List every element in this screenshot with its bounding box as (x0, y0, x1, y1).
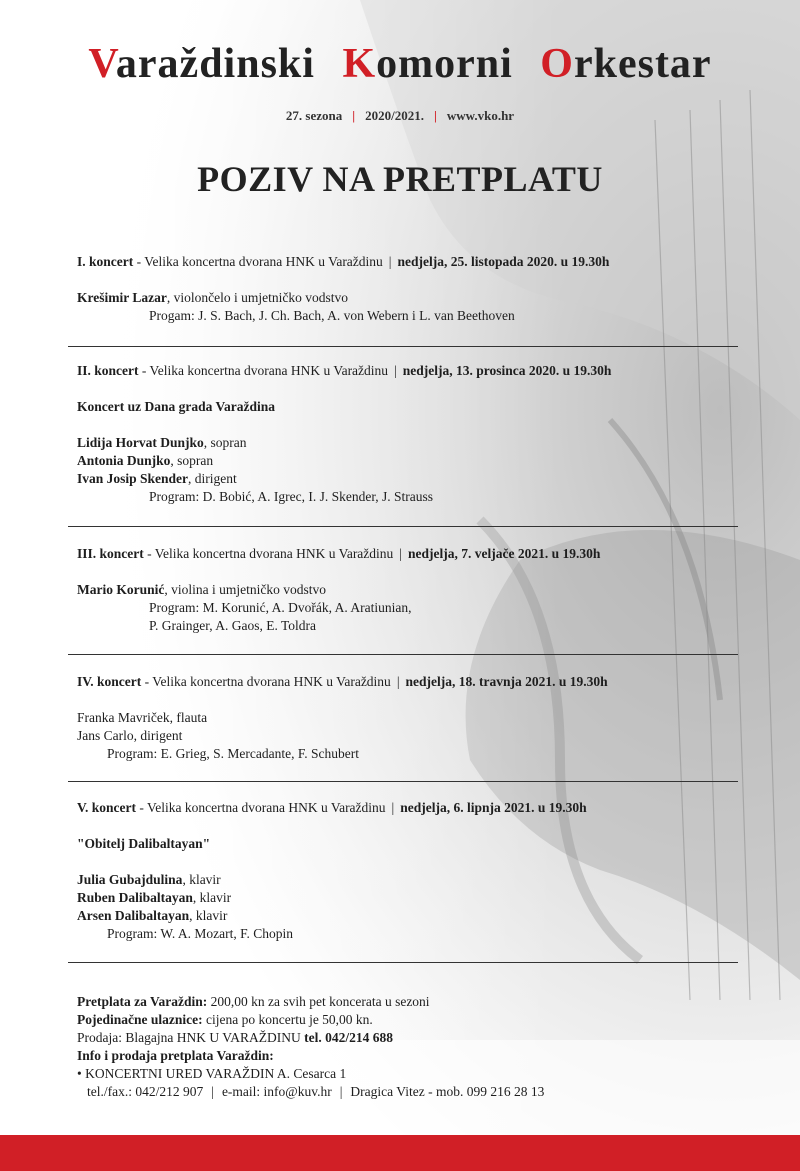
program: Program: D. Bobić, A. Igrec, I. J. Skender, J. Strauss (149, 489, 434, 504)
performer: Lidija Horvat Dunjko, sopran (77, 435, 247, 450)
performer: Julia Gubajdulina, klavir (77, 872, 221, 887)
title-word: Komorni (342, 41, 513, 87)
concert-4 (77, 673, 757, 763)
concert-header: III. koncert - Velika koncertna dvorana HNK u Varaždinu | nedjelja, 7. veljače 2021. u 19.30h (77, 546, 601, 561)
concert-1 (77, 253, 757, 325)
program: Progam: J. S. Bach, J. Ch. Bach, A. von Webern i L. van Beethoven (149, 308, 515, 323)
performer: Franka Mavriček, flauta (77, 710, 208, 725)
title-word: Orkestar (540, 41, 712, 87)
concert-subtitle: Koncert uz Dana grada Varaždina (77, 399, 276, 414)
concert-header: I. koncert - Velika koncertna dvorana HNK u Varaždinu | nedjelja, 25. listopada 2020. u 19.30h (77, 254, 610, 269)
performer: Arsen Dalibaltayan, klavir (77, 908, 228, 923)
divider (68, 654, 738, 655)
phone-fax: tel./fax.: 042/212 907 (87, 1084, 204, 1099)
contact-person: Dragica Vitez - mob. 099 216 28 13 (350, 1084, 545, 1099)
performer: Jans Carlo, dirigent (77, 728, 183, 743)
divider (68, 781, 738, 782)
page-heading: POZIV NA PRETPLATU (197, 159, 603, 199)
performer: Ivan Josip Skender, dirigent (77, 471, 237, 486)
performer: Mario Korunić, violina i umjetničko vodstvo (77, 582, 326, 597)
concert-header: II. koncert - Velika koncertna dvorana HNK u Varaždinu | nedjelja, 13. prosinca 2020. u 19.30h (77, 363, 612, 378)
concert-subtitle: "Obitelj Dalibaltayan" (77, 836, 211, 851)
orchestra-title (0, 40, 800, 88)
performer: Ruben Dalibaltayan, klavir (77, 890, 232, 905)
separator: | (434, 108, 437, 123)
performer: Krešimir Lazar, violončelo i umjetničko vodstvo (77, 290, 348, 305)
subscription-info (77, 993, 777, 1101)
season-label: 27. sezona (285, 108, 343, 123)
divider (68, 526, 738, 527)
single-ticket-price: Pojedinačne ulaznice: cijena po koncertu je 50,00 kn. (77, 1012, 373, 1027)
info-heading: Info i prodaja pretplata Varaždin: (77, 1048, 274, 1063)
website-link[interactable]: www.vko.hr (446, 108, 515, 123)
performer: Antonia Dunjko, sopran (77, 453, 214, 468)
office-address: • KONCERTNI URED VARAŽDIN A. Cesarca 1 (77, 1066, 347, 1081)
concert-2 (77, 362, 757, 506)
email-link[interactable]: e-mail: info@kuv.hr (221, 1084, 332, 1099)
program: P. Grainger, A. Gaos, E. Toldra (149, 618, 316, 633)
divider (68, 962, 738, 963)
contact-line: tel./fax.: 042/212 907 | e-mail: info@kuv.hr | Dragica Vitez - mob. 099 216 28 13 (87, 1084, 545, 1099)
season-year: 2020/2021. (365, 108, 425, 123)
subscription-price: Pretplata za Varaždin: 200,00 kn za svih pet koncerata u sezoni (77, 994, 430, 1009)
title-word: Varaždinski (88, 41, 315, 87)
sales-point: Prodaja: Blagajna HNK U VARAŽDINU tel. 042/214 688 (77, 1030, 393, 1045)
program: Program: W. A. Mozart, F. Chopin (107, 926, 294, 941)
program: Program: E. Grieg, S. Mercadante, F. Schubert (107, 746, 359, 761)
season-info (0, 108, 800, 124)
concert-header: IV. koncert - Velika koncertna dvorana HNK u Varaždinu | nedjelja, 18. travnja 2021. u 19.30h (77, 674, 608, 689)
concert-3 (77, 545, 757, 635)
program: Program: M. Korunić, A. Dvořák, A. Aratiunian, (149, 600, 412, 615)
separator: | (352, 108, 356, 123)
divider (68, 346, 738, 347)
concert-header: V. koncert - Velika koncertna dvorana HNK u Varaždinu | nedjelja, 6. lipnja 2021. u 19.30h (77, 800, 587, 815)
concert-5 (77, 799, 757, 943)
